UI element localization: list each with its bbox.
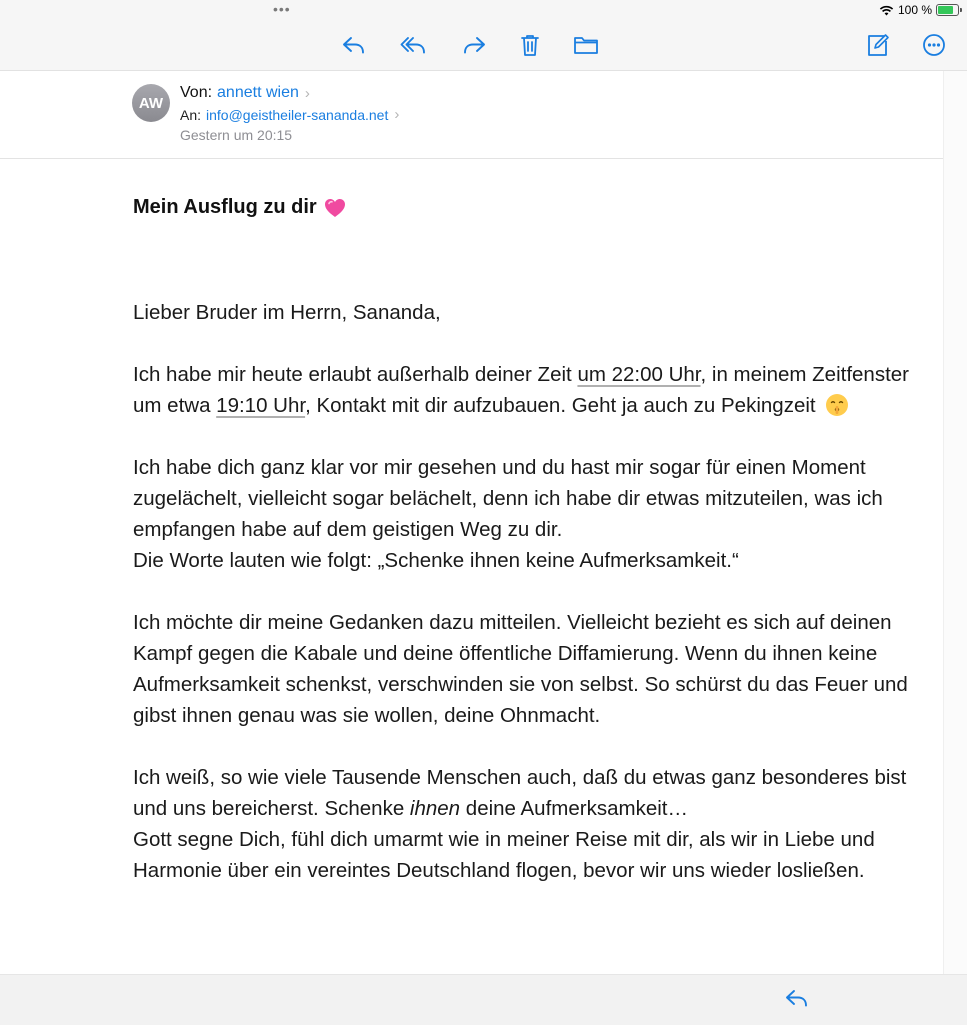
trash-button[interactable] xyxy=(513,30,547,60)
avatar[interactable]: AW xyxy=(132,84,170,122)
more-button[interactable] xyxy=(917,30,951,60)
recipient-address[interactable]: info@geistheiler-sananda.net xyxy=(206,106,389,123)
move-folder-button[interactable] xyxy=(569,30,603,60)
p4-text-c: Gott segne Dich, fühl dich umarmt wie in meiner Reise mit dir, als wir in Liebe und Harmonie über ein vereintes Deutschland flogen, bevor wir uns wieder losließen. xyxy=(133,828,875,882)
battery-icon xyxy=(936,4,959,16)
forward-icon xyxy=(460,31,488,59)
from-label: Von: xyxy=(180,84,213,101)
email-subject xyxy=(133,196,346,219)
p4-text-a: Ich weiß, so wie viele Tausende Menschen auch, daß du etwas ganz besonderes bist und uns bereicherst. Schenke xyxy=(133,766,907,820)
paragraph-3: Ich möchte dir meine Gedanken dazu mitteilen. Vielleicht bezieht es sich auf deinen Kampf gegen die Kabale und deine öffentliche Diffamierung. Wenn du ihnen keine Aufmerksamkeit schenkst, verschwinden sie von selbst. So schürst du das Feuer und gibst ihnen genau was sie wollen, deine Ohnmacht. xyxy=(133,611,908,727)
reply-icon xyxy=(340,31,368,59)
p4-text-b: deine Aufmerksamkeit… xyxy=(460,797,688,820)
bottom-bar xyxy=(0,974,967,1025)
p1-text-b: , in meinem Zeitfenster um etwa xyxy=(133,363,910,417)
message-date: Gestern um 20:15 xyxy=(180,127,293,143)
scroll-track[interactable] xyxy=(943,71,967,974)
message-header xyxy=(0,71,943,159)
folder-icon xyxy=(572,31,600,59)
p2-text-b: Die Worte lauten wie folgt: „Schenke ihnen keine Aufmerksamkeit.“ xyxy=(133,549,739,572)
subject-text: Mein Ausflug zu dir xyxy=(133,196,317,218)
quick-reply-button[interactable] xyxy=(781,983,813,1013)
forward-button[interactable] xyxy=(457,30,491,60)
status-bar xyxy=(0,0,967,22)
mail-toolbar xyxy=(0,22,967,71)
p4-emphasis: ihnen xyxy=(409,797,461,820)
email-body xyxy=(133,297,933,917)
paragraph-1 xyxy=(133,359,933,421)
chevron-right-icon: › xyxy=(304,84,310,102)
time-link-1[interactable]: um 22:00 Uhr xyxy=(577,363,701,386)
chevron-right-icon: › xyxy=(394,106,400,123)
pink-heart-icon xyxy=(324,198,346,218)
trash-icon xyxy=(516,31,544,59)
multitasking-dots[interactable]: ••• xyxy=(273,1,291,17)
greeting: Lieber Bruder im Herrn, Sananda, xyxy=(133,301,441,324)
time-link-2[interactable]: 19:10 Uhr xyxy=(216,394,306,417)
more-icon xyxy=(920,31,948,59)
reply-button[interactable] xyxy=(337,30,371,60)
compose-button[interactable] xyxy=(861,30,895,60)
status-right xyxy=(879,3,959,17)
to-row xyxy=(180,106,399,123)
p1-text-a: Ich habe mir heute erlaubt außerhalb deiner Zeit xyxy=(133,363,578,386)
paragraph-2 xyxy=(133,452,933,576)
from-row xyxy=(180,84,310,102)
compose-icon xyxy=(864,31,892,59)
to-label: An: xyxy=(180,106,202,123)
p2-text-a: Ich habe dich ganz klar vor mir gesehen und du hast mir sogar für einen Moment zugelächelt, vielleicht sogar belächelt, denn ich habe dir etwas mitzuteilen, was ich empfangen habe auf dem geistigen Weg zu dir. xyxy=(133,456,883,541)
wifi-icon xyxy=(879,5,894,16)
sender-name[interactable]: annett wien xyxy=(217,84,299,101)
shushing-face-icon xyxy=(825,393,849,417)
reply-all-button[interactable] xyxy=(396,30,430,60)
reply-icon xyxy=(783,984,811,1012)
paragraph-4 xyxy=(133,762,933,886)
p1-text-c: , Kontakt mit dir aufzubauen. Geht ja auch zu Pekingzeit xyxy=(305,394,816,417)
battery-percent: 100 % xyxy=(897,3,932,17)
reply-all-icon xyxy=(399,31,427,59)
